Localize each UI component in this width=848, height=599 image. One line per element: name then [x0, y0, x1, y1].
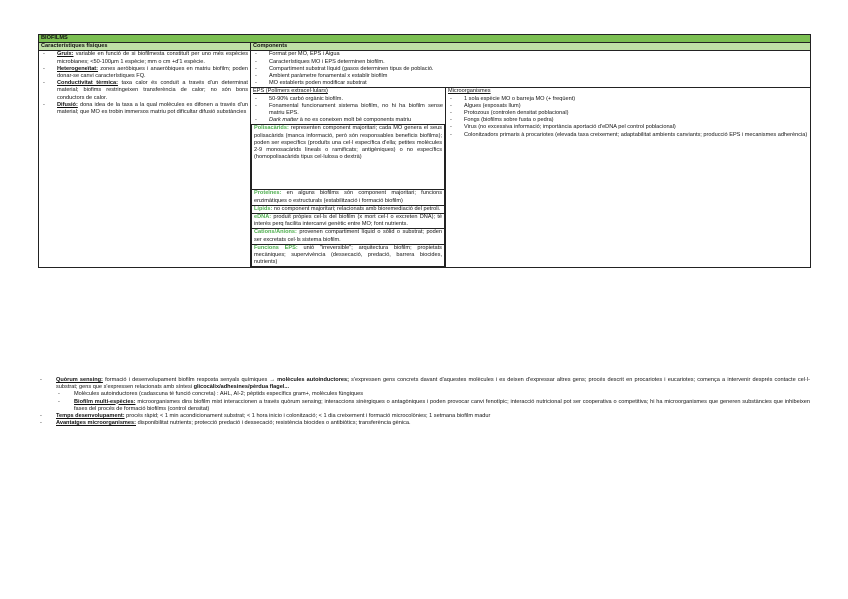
eps-component-label: Proteïnes:	[254, 190, 282, 197]
eps-component-text: produït pròpies cel·ls del biofilm (x mort cel·l o excreten DNA); té interès perq facilita intercanvi genètic entre MO; font nutrients.	[254, 214, 442, 228]
table-title: BIOFILMS	[39, 35, 811, 43]
characteristic-label: Gruix:	[57, 51, 74, 58]
quorum-text: formació i desenvolupament biofilm resposta senyals químiques	[105, 377, 268, 383]
dark-matter-label: Dark matter	[269, 117, 299, 124]
dark-matter-list	[253, 117, 443, 124]
microorganisms-list	[448, 96, 808, 139]
characteristic-text: variable en funció de si biofilmesta constituït per uno més espècies microbianes; <50-100μm 1 espècie; mm o cm +d'1 espècie.	[57, 51, 248, 65]
quorum-label: Quòrum sensing:	[56, 377, 103, 383]
microorganisms-header: Microorganismes	[448, 88, 491, 95]
eps-list	[253, 96, 443, 118]
arrow-right-icon: →	[269, 377, 276, 383]
eps-subcell	[252, 125, 445, 190]
characteristic-label: Conductivitat tèrmica:	[57, 80, 118, 87]
eps-row	[252, 190, 445, 205]
eps-subtable	[251, 124, 445, 267]
eps-component-text: no component majoritari; relacionats amb bioremediació del petroli.	[273, 205, 441, 212]
quorum-sensing-item	[38, 377, 810, 413]
characteristic-label: Heterogeneïtat:	[57, 65, 99, 72]
autoinducers-item: - Molècules autoinductores (cadascuna té funció concreta) : AHL, AI-2; pèptids específics gram+, molècules fúngiques	[56, 391, 810, 398]
eps-item: - 50-90% carbó orgànic biofilm.	[253, 96, 443, 103]
physical-characteristics-cell	[39, 51, 251, 268]
dark-matter-text: à no es coneixen molt bé components matriu	[299, 117, 412, 124]
bottom-notes	[38, 377, 810, 427]
eps-item: - Fonamental funcionament sistema biofilm, no hi ha biofilm sense matriu EPS.	[253, 103, 443, 117]
multispecies-text: microorganismes dins biofilm mixt interaccionen a través quòrum sensing; interaccions sinèrgiques o antagòniques i poden provocar canvi fenotípic; interacció nutricional pot ser cooperativa o competitiva; hi ha microorganismes que generen substàncies que inhibeixen fases del procés de formació biofilms (control densitat)	[74, 398, 811, 412]
components-cell	[251, 51, 811, 88]
eps-component-text: representen component majoritari; cada MO genera el seus polisacàrids (manca informació, però són responsables beneficis biofilms); poden ser específics (produïts una cel·l específica d'ella; petites molècules 2-9 monosacàrids lineals o ramificats; antigèniques) o no específics (homopolisacàrids tipus cel·lulosa o dextrà)	[254, 125, 442, 161]
characteristic-label: Difusió:	[57, 101, 78, 108]
quorum-sublist	[56, 391, 810, 413]
component-item: - MO establerts poden modificar substrat	[253, 80, 808, 87]
eps-row	[252, 125, 445, 190]
characteristic-item	[41, 51, 248, 65]
microorganism-item: - Colonitzadors primaris à procariotes (elevada taxa creixement; adaptabilitat ambients canviants; producció EPS i mecanismes adherència)	[448, 132, 808, 139]
eps-row	[252, 214, 445, 229]
development-time-label: Temps desenvolupament:	[56, 413, 125, 420]
eps-component-label: Polisacàrids:	[254, 125, 289, 132]
eps-component-label: Cations/Anions:	[254, 229, 297, 236]
eps-component-text: en alguns biofilms són component majoritari; funcions enzimàtiques o estructurals (estabilització i formació biofilm)	[254, 190, 443, 204]
microorganism-item: - Algues (exposats llum)	[448, 103, 808, 110]
component-item: - Compartiment substrat líquid (gasos determinen tipus de població.	[253, 66, 808, 73]
component-item: - Característiques MO i EPS determinen biofilm.	[253, 59, 808, 66]
eps-component-label: eDNA:	[254, 214, 272, 221]
physical-characteristics-list	[41, 51, 248, 116]
eps-component-text: unió "irreversible"; arquitectura biofilm; propietats mecàniques; supervivència (dessecació, predació, barrera biocides, nutrients)	[254, 244, 442, 266]
characteristic-item	[41, 66, 248, 80]
development-time-item	[38, 413, 810, 420]
component-item: - Ambient paràmetre fonamental x establir biofilm	[253, 73, 808, 80]
multispecies-item	[56, 399, 810, 413]
multispecies-label: Biofilm multi-espècies:	[74, 398, 136, 405]
eps-component-label: Funcions EPS:	[254, 244, 298, 251]
microorganism-item: - 1 sola espècie MO o barreja MO (+ freqüent)	[448, 96, 808, 103]
characteristic-text: zones aeròbiques i anaeròbiques en matriu biofilm; poden donar-se canvi característiques FQ.	[57, 65, 248, 80]
microorganism-item: - Fongs (biofilms sobre fusta o pedra)	[448, 117, 808, 124]
biofilms-table	[38, 34, 810, 268]
eps-row	[252, 244, 445, 267]
microorganism-item: - Virus (no excessiva informació; importància aportació d'eDNA pel control poblacional)	[448, 124, 808, 131]
component-item: - Format per MO, EPS i Aigua	[253, 51, 808, 58]
advantages-text: disponibilitat nutrients; protecció predació i dessecació; resistència biocides o antibiòtics; transferència gènica.	[137, 420, 411, 427]
quorum-bold: molècules autoinductores;	[277, 377, 349, 383]
characteristic-item	[41, 80, 248, 102]
eps-subcell	[252, 205, 445, 213]
quorum-bold-2: glicocàlix/adhesines/pèrdua flagel...	[193, 384, 290, 391]
microorganisms-cell	[446, 88, 811, 268]
characteristic-item	[41, 102, 248, 116]
main-grid	[38, 34, 811, 268]
microorganism-item: - Protozous (controlen densitat poblacional)	[448, 110, 808, 117]
quorum-text-2: s'expressen gens concrets davant d'aquestes molècules i es deixen d'expressar altres gens; procés descrit en procariotes i eucariotes; comença a intervenir després contacte cel·l-substrat; gens que s'expressen relacionats amb síntesi	[56, 377, 810, 391]
dark-matter-item	[253, 117, 443, 124]
advantages-label: Avantatges microorganismes:	[56, 420, 136, 427]
left-column-header: Característiques físiques	[39, 43, 251, 51]
eps-cell	[251, 88, 446, 268]
advantages-item	[38, 420, 810, 427]
components-header: Components	[251, 43, 811, 51]
eps-subcell	[252, 214, 445, 229]
eps-subcell	[252, 244, 445, 267]
eps-row	[252, 229, 445, 244]
eps-component-label: Lípids:	[254, 205, 273, 212]
eps-header: EPS (Polímers extracel·lulars)	[253, 88, 328, 95]
eps-component-text: provenen compartiment líquid o sòlid o substrat; poden ser excretats cel·ls sistema biofilm.	[254, 229, 442, 243]
characteristic-text: dona idea de la taxa a la qual molècules es difonen a través d'un material; que MO es trobin immersos matriu pot dificultar difusió substàncies	[57, 101, 248, 116]
eps-row	[252, 205, 445, 213]
components-list	[253, 51, 808, 87]
eps-subcell	[252, 229, 445, 244]
development-time-text: procés ràpid; < 1 min acondicionament substrat; < 1 hora inicio i colonització; < 1 dia creixement i formació microcolònies; 1 setmana biofilm madur	[126, 413, 491, 420]
eps-subcell	[252, 190, 445, 205]
bottom-notes-list	[38, 377, 810, 427]
characteristic-text: taxa calor és conduït a través d'un determinat material; biofims restringeixen transferència de calor; no són bons conductors de calor.	[57, 80, 248, 101]
